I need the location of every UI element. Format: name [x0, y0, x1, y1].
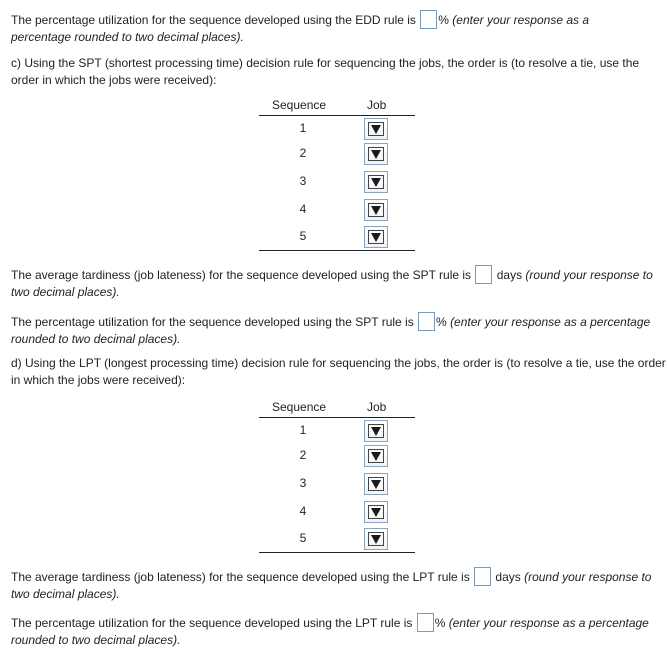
lpt-sequence-table: [259, 398, 415, 553]
job-select-5[interactable]: [364, 226, 388, 248]
job-select-1[interactable]: [364, 118, 388, 140]
percent-sign: %: [434, 616, 449, 630]
lpt-utilization-instruction: (enter your response as a percentage rounded to two decimal places).: [11, 616, 649, 647]
sequence-number: 3: [299, 476, 307, 490]
dropdown-arrow-icon: [371, 178, 381, 187]
table-row: [259, 499, 415, 525]
dropdown-arrow-icon: [371, 480, 381, 489]
table-header: [259, 398, 415, 418]
dropdown-arrow-icon: [371, 206, 381, 215]
table-row: [259, 443, 415, 469]
sequence-column-header: Sequence: [272, 98, 327, 112]
job-column-header: Job: [367, 400, 387, 414]
lpt-tardiness-instruction: (round your response to two decimal places).: [11, 570, 652, 601]
job-select-2[interactable]: [364, 143, 388, 165]
job-select-4[interactable]: [364, 199, 388, 221]
days-unit: days: [492, 570, 525, 584]
percent-sign: %: [438, 13, 453, 27]
table-bottom-rule: [259, 552, 415, 553]
dropdown-arrow-icon: [371, 427, 381, 436]
days-unit: days: [493, 268, 526, 282]
dropdown-arrow-icon: [371, 233, 381, 242]
lpt-tardiness-input[interactable]: [474, 567, 491, 586]
job-select-3[interactable]: [364, 171, 388, 193]
sequence-column-header: Sequence: [272, 400, 327, 414]
table-row: [259, 197, 415, 223]
sequence-number: 4: [299, 202, 307, 216]
sequence-number: 5: [299, 531, 307, 545]
job-select-1[interactable]: [364, 420, 388, 442]
sequence-number: 1: [299, 121, 307, 135]
percent-sign: %: [436, 315, 451, 329]
part-c-instruction: c) Using the SPT (shortest processing time) decision rule for sequencing the jobs, the order is (to resolve a tie, use the order in which the jobs were received):: [11, 56, 640, 87]
table-bottom-rule: [259, 250, 415, 251]
lpt-tardiness-text: The average tardiness (job lateness) for the sequence developed using the LPT rule is: [11, 570, 474, 584]
job-select-4[interactable]: [364, 501, 388, 523]
spt-tardiness-input[interactable]: [475, 265, 492, 284]
table-row: [259, 169, 415, 195]
table-row: [259, 141, 415, 167]
spt-tardiness-text: The average tardiness (job lateness) for the sequence developed using the SPT rule is: [11, 268, 475, 282]
edd-utilization-instruction: (enter your response as a percentage rounded to two decimal places).: [11, 13, 590, 44]
sequence-number: 4: [299, 504, 307, 518]
lpt-utilization-input[interactable]: [417, 613, 434, 632]
sequence-number: 2: [299, 146, 307, 160]
table-row: [259, 224, 415, 250]
table-header: [259, 96, 415, 116]
table-row: [259, 471, 415, 497]
job-select-3[interactable]: [364, 473, 388, 495]
table-row: [259, 526, 415, 552]
spt-utilization-text: The percentage utilization for the sequence developed using the SPT rule is: [11, 315, 418, 329]
spt-utilization-input[interactable]: [418, 312, 435, 331]
sequence-number: 5: [299, 229, 307, 243]
edd-utilization-text: The percentage utilization for the sequence developed using the EDD rule is: [11, 13, 420, 27]
lpt-tardiness-question: [11, 567, 661, 603]
dropdown-arrow-icon: [371, 150, 381, 159]
dropdown-arrow-icon: [371, 508, 381, 517]
edd-utilization-question: [11, 10, 651, 46]
spt-tardiness-instruction: (round your response to two decimal places).: [11, 268, 653, 299]
sequence-number: 3: [299, 174, 307, 188]
edd-utilization-input[interactable]: [420, 10, 437, 29]
dropdown-arrow-icon: [371, 125, 381, 134]
sequence-number: 1: [299, 423, 307, 437]
dropdown-arrow-icon: [371, 535, 381, 544]
sequence-number: 2: [299, 448, 307, 462]
spt-utilization-question: [11, 312, 651, 348]
lpt-utilization-text: The percentage utilization for the sequence developed using the LPT rule is: [11, 616, 416, 630]
spt-utilization-instruction: (enter your response as a percentage rounded to two decimal places).: [11, 315, 651, 346]
spt-tardiness-question: [11, 265, 661, 301]
table-row: [259, 116, 415, 142]
part-d-instruction: d) Using the LPT (longest processing time) decision rule for sequencing the jobs, the order is (to resolve a tie, use the order in which the jobs were received):: [11, 356, 666, 387]
dropdown-arrow-icon: [371, 452, 381, 461]
job-select-2[interactable]: [364, 445, 388, 467]
table-row: [259, 418, 415, 444]
lpt-utilization-question: [11, 613, 651, 649]
spt-sequence-table: [259, 96, 415, 251]
job-column-header: Job: [367, 98, 387, 112]
job-select-5[interactable]: [364, 528, 388, 550]
